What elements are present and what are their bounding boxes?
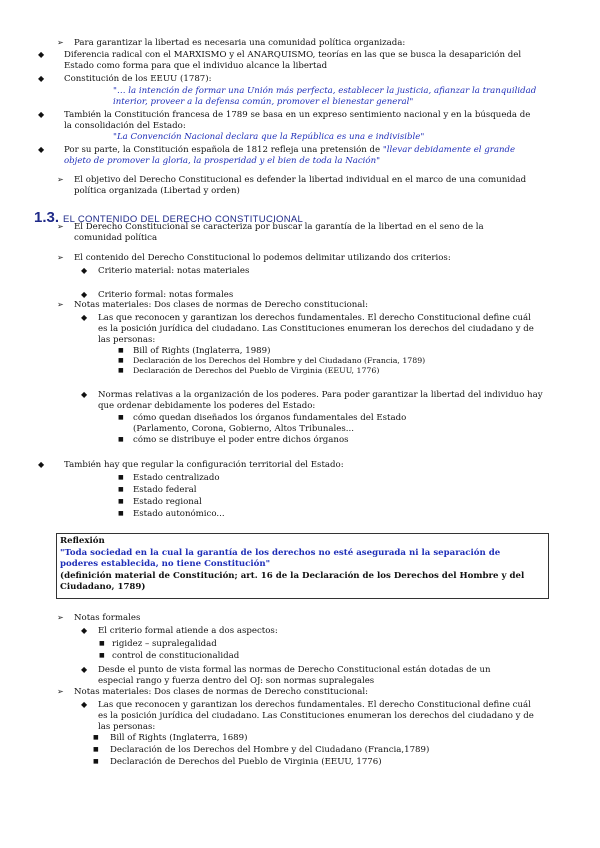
list-item: Estado autonómico... [133, 509, 225, 519]
box-title: Reflexión [60, 536, 105, 546]
diamond-bullet-icon: ◆ [81, 290, 88, 299]
list-item: Bill of Rights (Inglaterra, 1689) [110, 733, 248, 743]
list-item: control de constitucionalidad [112, 651, 240, 661]
list-item: cómo se distribuye el poder entre dichos órganos [133, 435, 349, 445]
list-item: cómo quedan diseñados los órganos fundamentales del Estado [133, 413, 407, 423]
paragraph-line: Constitución de los EEUU (1787): [64, 74, 212, 84]
square-bullet-icon: ■ [118, 414, 124, 421]
paragraph-line: El criterio formal atiende a dos aspectos: [98, 626, 278, 636]
square-bullet-icon: ■ [93, 734, 99, 741]
diamond-bullet-icon: ◆ [81, 266, 88, 275]
list-item: Estado regional [133, 497, 202, 507]
paragraph-line: Estado como forma para que el individuo alcance la libertad [64, 61, 328, 71]
paragraph-line: El Derecho Constitucional se caracteriza por buscar la garantía de la libertad en el seno de la [74, 222, 484, 232]
paragraph-line: las personas: [98, 335, 156, 345]
paragraph-line: Diferencia radical con el MARXISMO y el ANARQUISMO, teorías en las que se busca la desaparición del [64, 50, 522, 60]
paragraph-line: las personas: [98, 722, 156, 732]
paragraph-line: Las que reconocen y garantizan los derechos fundamentales. El derecho Constitucional define cuál [98, 313, 531, 323]
paragraph-line: política organizada (Libertad y orden) [74, 186, 240, 196]
arrow-bullet-icon: ➢ [57, 38, 64, 47]
list-item: Declaración de los Derechos del Hombre y del Ciudadano (Francia, 1789) [133, 356, 426, 365]
arrow-bullet-icon: ➢ [57, 175, 64, 184]
square-bullet-icon: ■ [118, 486, 124, 493]
square-bullet-icon: ■ [118, 498, 124, 505]
paragraph-line: Notas formales [74, 613, 141, 623]
section-title: EL CONTENIDO DEL DERECHO CONSTITUCIONAL [63, 214, 304, 225]
arrow-bullet-icon: ➢ [57, 687, 64, 696]
reflection-box [56, 533, 549, 599]
paragraph-line: Notas materiales: Dos clases de normas de Derecho constitucional: [74, 687, 369, 697]
paragraph-line: es la posición jurídica del ciudadano. Las Constituciones enumeran los derechos del ciudadano y de [98, 324, 534, 334]
diamond-bullet-icon: ◆ [38, 145, 45, 154]
diamond-bullet-icon: ◆ [81, 700, 88, 709]
quote-text: "llevar debidamente el grande [382, 145, 516, 155]
diamond-bullet-icon: ◆ [81, 626, 88, 635]
square-bullet-icon: ■ [118, 367, 124, 374]
paragraph-line: También la Constitución francesa de 1789 se basa en un expreso sentimiento nacional y en la búsqueda de [64, 110, 531, 120]
arrow-bullet-icon: ➢ [57, 300, 64, 309]
diamond-bullet-icon: ◆ [81, 665, 88, 674]
paragraph-line: También hay que regular la configuración territorial del Estado: [64, 460, 344, 470]
square-bullet-icon: ■ [118, 347, 124, 354]
section-number: 1.3. [34, 209, 60, 226]
diamond-bullet-icon: ◆ [81, 390, 88, 399]
paragraph-line: es la posición jurídica del ciudadano. Las Constituciones enumeran los derechos del ciudadano y de [98, 711, 534, 721]
quote-line: "… la intención de formar una Unión más perfecta, establecer la justicia, afianzar la tranquilidad [113, 86, 537, 96]
diamond-bullet-icon: ◆ [38, 74, 45, 83]
square-bullet-icon: ■ [118, 436, 124, 443]
quote-line: objeto de promover la gloria, la prosperidad y el bien de toda la Nación" [64, 156, 381, 166]
arrow-bullet-icon: ➢ [57, 613, 64, 622]
paragraph-line: Notas materiales: Dos clases de normas de Derecho constitucional: [74, 300, 369, 310]
paragraph-line: que ordenar debidamente los poderes del Estado: [98, 401, 316, 411]
square-bullet-icon: ■ [118, 474, 124, 481]
box-citation-line: (definición material de Constitución; art. 16 de la Declaración de los Derechos del Hombre y del [60, 571, 525, 581]
paragraph-line: la consolidación del Estado: [64, 121, 186, 131]
list-item: rigidez – supralegalidad [112, 639, 217, 649]
arrow-bullet-icon: ➢ [57, 253, 64, 262]
list-item: Criterio formal: notas formales [98, 290, 234, 300]
diamond-bullet-icon: ◆ [38, 110, 45, 119]
list-item: Bill of Rights (Inglaterra, 1989) [133, 346, 271, 356]
paragraph-line [64, 145, 515, 156]
paragraph-line: especial rango y fuerza dentro del OJ: son normas supralegales [98, 676, 375, 686]
list-item: Estado federal [133, 485, 197, 495]
square-bullet-icon: ■ [99, 652, 105, 659]
diamond-bullet-icon: ◆ [38, 460, 45, 469]
square-bullet-icon: ■ [93, 758, 99, 765]
list-item: Declaración de Derechos del Pueblo de Virginia (EEUU, 1776) [133, 366, 380, 375]
paragraph-line: Las que reconocen y garantizan los derechos fundamentales. El derecho Constitucional define cuál [98, 700, 531, 710]
paragraph-line: comunidad política [74, 233, 158, 243]
paragraph-line: Para garantizar la libertad es necesaria una comunidad política organizada: [74, 38, 406, 48]
diamond-bullet-icon: ◆ [81, 313, 88, 322]
square-bullet-icon: ■ [118, 510, 124, 517]
square-bullet-icon: ■ [93, 746, 99, 753]
box-quote-line: poderes establecida, no tiene Constitución" [60, 559, 271, 569]
paragraph-line: El contenido del Derecho Constitucional lo podemos delimitar utilizando dos criterios: [74, 253, 451, 263]
list-item: Declaración de los Derechos del Hombre y del Ciudadano (Francia,1789) [110, 745, 430, 755]
paragraph-text: Por su parte, la Constitución española de 1812 refleja una pretensión de [64, 145, 381, 155]
paragraph-line: El objetivo del Derecho Constitucional es defender la libertad individual en el marco de una comunidad [74, 175, 527, 185]
quote-line: "La Convención Nacional declara que la República es una e indivisible" [113, 132, 425, 142]
diamond-bullet-icon: ◆ [38, 50, 45, 59]
list-item: Declaración de Derechos del Pueblo de Virginia (EEUU, 1776) [110, 757, 382, 767]
list-item: (Parlamento, Corona, Gobierno, Altos Tribunales... [133, 424, 354, 434]
quote-line: interior, proveer a la defensa común, promover el bienestar general" [113, 97, 414, 107]
list-item: Estado centralizado [133, 473, 220, 483]
list-item: Criterio material: notas materiales [98, 266, 250, 276]
paragraph-line: Desde el punto de vista formal las normas de Derecho Constitucional están dotadas de un [98, 665, 491, 675]
arrow-bullet-icon: ➢ [57, 222, 64, 231]
box-citation-line: Ciudadano, 1789) [60, 582, 146, 592]
box-quote-line: "Toda sociedad en la cual la garantía de los derechos no esté asegurada ni la separación de [60, 548, 501, 558]
square-bullet-icon: ■ [99, 640, 105, 647]
paragraph-line: Normas relativas a la organización de los poderes. Para poder garantizar la libertad del individuo hay [98, 390, 543, 400]
square-bullet-icon: ■ [118, 357, 124, 364]
